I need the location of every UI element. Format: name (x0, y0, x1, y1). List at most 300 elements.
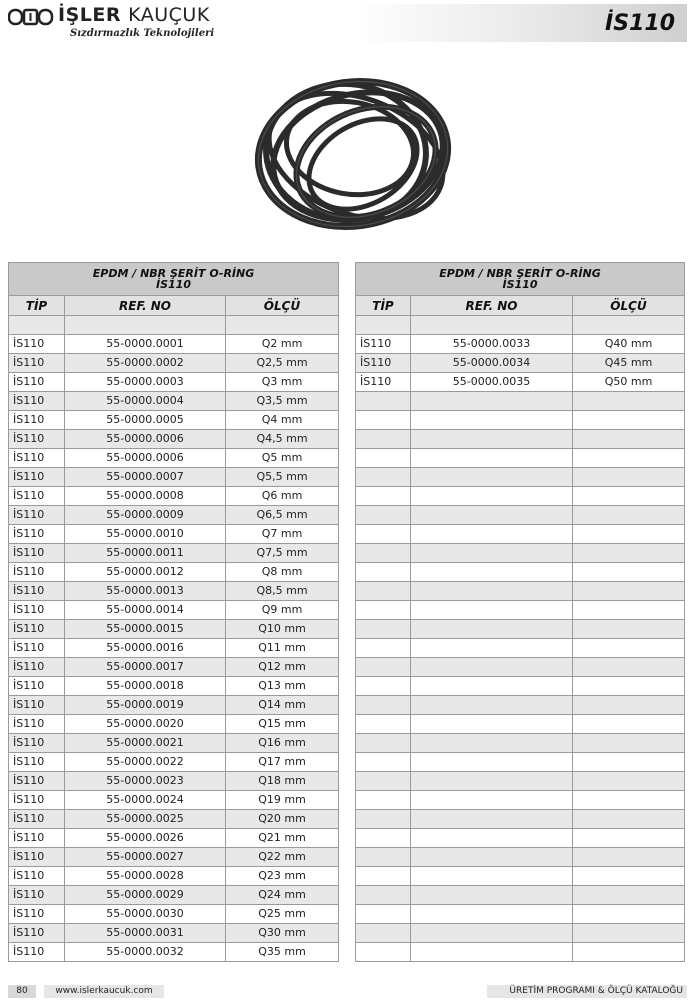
cell-tip: İS110 (9, 601, 65, 620)
table-row (356, 582, 685, 601)
cell-tip: İS110 (9, 753, 65, 772)
cell-tip: İS110 (356, 335, 411, 354)
cell-olcu (573, 430, 685, 449)
table-title-line2: İS110 (502, 278, 538, 291)
cell-tip (356, 449, 411, 468)
cell-ref-no (411, 772, 573, 791)
table-row (9, 411, 339, 430)
cell-olcu: Q23 mm (226, 867, 339, 886)
cell-olcu (573, 449, 685, 468)
table-row (356, 848, 685, 867)
cell-ref-no: 55-0000.0011 (65, 544, 226, 563)
table-row (9, 430, 339, 449)
table-row (356, 886, 685, 905)
cell-olcu: Q35 mm (226, 943, 339, 962)
table-row (356, 506, 685, 525)
cell-ref-no: 55-0000.0018 (65, 677, 226, 696)
cell-ref-no (411, 886, 573, 905)
table-row (9, 335, 339, 354)
cell-ref-no: 55-0000.0007 (65, 468, 226, 487)
cell-olcu (573, 753, 685, 772)
cell-tip (356, 487, 411, 506)
cell-ref-no: 55-0000.0014 (65, 601, 226, 620)
catalog-title: ÜRETİM PROGRAMI & ÖLÇÜ KATALOĞU (487, 985, 687, 998)
cell-tip: İS110 (356, 373, 411, 392)
cell-olcu (573, 829, 685, 848)
cell-olcu (573, 544, 685, 563)
cell-ref-no (411, 696, 573, 715)
table-row (356, 430, 685, 449)
cell-olcu: Q8 mm (226, 563, 339, 582)
cell-tip (356, 658, 411, 677)
cell-olcu (573, 867, 685, 886)
cell-ref-no (411, 924, 573, 943)
cell-ref-no: 55-0000.0001 (65, 335, 226, 354)
cell-tip (356, 582, 411, 601)
logo-mark-icon (8, 6, 54, 28)
cell-tip (356, 810, 411, 829)
brand-name (58, 4, 210, 26)
table-row (9, 753, 339, 772)
cell-tip: İS110 (9, 563, 65, 582)
cell-ref-no: 55-0000.0026 (65, 829, 226, 848)
cell-tip (356, 544, 411, 563)
cell-olcu (573, 639, 685, 658)
cell-ref-no (411, 392, 573, 411)
table-row (9, 468, 339, 487)
table-row (356, 810, 685, 829)
cell-olcu (573, 886, 685, 905)
table-row (356, 335, 685, 354)
cell-ref-no (411, 449, 573, 468)
table-row (356, 829, 685, 848)
cell-ref-no: 55-0000.0035 (411, 373, 573, 392)
cell-ref-no: 55-0000.0019 (65, 696, 226, 715)
size-table-right (355, 262, 685, 962)
cell-tip: İS110 (9, 392, 65, 411)
cell-ref-no (411, 943, 573, 962)
cell-olcu (573, 525, 685, 544)
table-row (356, 544, 685, 563)
cell-tip: İS110 (9, 430, 65, 449)
table-row (9, 943, 339, 962)
table-row (9, 582, 339, 601)
cell-tip (356, 829, 411, 848)
table-row (9, 563, 339, 582)
cell-tip (356, 620, 411, 639)
cell-tip: İS110 (9, 848, 65, 867)
cell-ref-no (411, 411, 573, 430)
cell-tip: İS110 (9, 335, 65, 354)
cell-ref-no (411, 487, 573, 506)
cell-tip (356, 734, 411, 753)
cell-ref-no (411, 620, 573, 639)
cell-ref-no: 55-0000.0031 (65, 924, 226, 943)
cell-olcu: Q6,5 mm (226, 506, 339, 525)
table-row (9, 525, 339, 544)
cell-olcu: Q9 mm (226, 601, 339, 620)
cell-tip (9, 316, 65, 335)
cell-tip: İS110 (9, 867, 65, 886)
cell-olcu: Q40 mm (573, 335, 685, 354)
cell-ref-no: 55-0000.0004 (65, 392, 226, 411)
cell-tip: İS110 (9, 829, 65, 848)
table-title (9, 263, 339, 296)
cell-tip (356, 924, 411, 943)
table-row (356, 772, 685, 791)
cell-tip: İS110 (9, 677, 65, 696)
cell-ref-no (411, 848, 573, 867)
table-row (356, 924, 685, 943)
page-number: 80 (8, 985, 36, 998)
cell-tip: İS110 (9, 791, 65, 810)
cell-olcu: Q11 mm (226, 639, 339, 658)
cell-ref-no (411, 677, 573, 696)
cell-olcu (573, 677, 685, 696)
cell-ref-no: 55-0000.0006 (65, 430, 226, 449)
table-row (356, 354, 685, 373)
cell-ref-no (411, 639, 573, 658)
cell-ref-no: 55-0000.0025 (65, 810, 226, 829)
cell-tip (356, 791, 411, 810)
cell-olcu (573, 791, 685, 810)
table-row (356, 411, 685, 430)
cell-ref-no: 55-0000.0015 (65, 620, 226, 639)
cell-olcu (573, 468, 685, 487)
cell-ref-no: 55-0000.0028 (65, 867, 226, 886)
cell-ref-no: 55-0000.0021 (65, 734, 226, 753)
table-header-row (9, 296, 339, 316)
cell-tip (356, 392, 411, 411)
cell-tip: İS110 (9, 620, 65, 639)
table-row (9, 848, 339, 867)
cell-tip (356, 411, 411, 430)
cell-ref-no: 55-0000.0027 (65, 848, 226, 867)
table-row (9, 791, 339, 810)
table-row (9, 487, 339, 506)
cell-tip (356, 506, 411, 525)
table-row (9, 544, 339, 563)
table-row (9, 316, 339, 335)
page-header (0, 0, 695, 44)
cell-tip: İS110 (9, 544, 65, 563)
table-row (9, 867, 339, 886)
cell-olcu: Q24 mm (226, 886, 339, 905)
cell-tip: İS110 (9, 506, 65, 525)
table-row (9, 677, 339, 696)
cell-olcu: Q16 mm (226, 734, 339, 753)
table-title-row (356, 263, 685, 296)
cell-tip (356, 943, 411, 962)
cell-tip: İS110 (9, 924, 65, 943)
cell-olcu: Q21 mm (226, 829, 339, 848)
table-row (356, 753, 685, 772)
table-row (9, 905, 339, 924)
cell-tip (356, 468, 411, 487)
brand-name-thin: KAUÇUK (128, 4, 210, 26)
cell-olcu (573, 715, 685, 734)
cell-tip (356, 430, 411, 449)
table-row (356, 658, 685, 677)
cell-olcu: Q18 mm (226, 772, 339, 791)
table-row (356, 373, 685, 392)
cell-olcu (573, 582, 685, 601)
cell-tip (356, 696, 411, 715)
cell-olcu: Q7,5 mm (226, 544, 339, 563)
cell-olcu: Q2 mm (226, 335, 339, 354)
cell-tip: İS110 (9, 696, 65, 715)
page-footer (0, 983, 695, 1000)
cell-ref-no (411, 753, 573, 772)
cell-olcu (573, 392, 685, 411)
cell-tip: İS110 (9, 886, 65, 905)
cell-tip: İS110 (356, 354, 411, 373)
cell-tip: İS110 (9, 525, 65, 544)
table-row (356, 867, 685, 886)
cell-olcu: Q3 mm (226, 373, 339, 392)
cell-tip: İS110 (9, 639, 65, 658)
cell-olcu: Q20 mm (226, 810, 339, 829)
cell-olcu: Q3,5 mm (226, 392, 339, 411)
table-row (9, 715, 339, 734)
cell-ref-no (411, 601, 573, 620)
column-header-tip: TİP (9, 296, 65, 316)
cell-olcu: Q8,5 mm (226, 582, 339, 601)
cell-olcu (573, 620, 685, 639)
cell-olcu: Q5 mm (226, 449, 339, 468)
cell-olcu (573, 943, 685, 962)
cell-tip: İS110 (9, 734, 65, 753)
cell-olcu: Q13 mm (226, 677, 339, 696)
cell-olcu: Q12 mm (226, 658, 339, 677)
cell-tip: İS110 (9, 468, 65, 487)
product-code-banner (354, 4, 687, 42)
cell-ref-no: 55-0000.0010 (65, 525, 226, 544)
cell-olcu (573, 316, 685, 335)
cell-tip: İS110 (9, 943, 65, 962)
cell-ref-no (411, 829, 573, 848)
cell-ref-no (411, 563, 573, 582)
table-row (356, 696, 685, 715)
cell-ref-no (411, 715, 573, 734)
table-row (356, 563, 685, 582)
cell-olcu (573, 905, 685, 924)
cell-tip (356, 867, 411, 886)
cell-tip (356, 753, 411, 772)
cell-olcu (573, 411, 685, 430)
table-row (9, 620, 339, 639)
cell-olcu: Q45 mm (573, 354, 685, 373)
cell-ref-no: 55-0000.0032 (65, 943, 226, 962)
cell-ref-no: 55-0000.0022 (65, 753, 226, 772)
cell-ref-no: 55-0000.0005 (65, 411, 226, 430)
cell-ref-no: 55-0000.0006 (65, 449, 226, 468)
cell-olcu: Q25 mm (226, 905, 339, 924)
table-row (9, 734, 339, 753)
table-row (9, 772, 339, 791)
table-row (9, 449, 339, 468)
table-header-row (356, 296, 685, 316)
cell-ref-no: 55-0000.0033 (411, 335, 573, 354)
cell-ref-no (411, 734, 573, 753)
brand-tagline: Sızdırmazlık Teknolojileri (70, 28, 215, 39)
cell-ref-no (411, 506, 573, 525)
cell-olcu (573, 506, 685, 525)
table-row (9, 810, 339, 829)
table-row (9, 506, 339, 525)
table-row (356, 905, 685, 924)
table-row (356, 392, 685, 411)
table-title (356, 263, 685, 296)
cell-ref-no: 55-0000.0002 (65, 354, 226, 373)
table-row (356, 677, 685, 696)
product-code: İS110 (605, 11, 675, 36)
table-row (9, 392, 339, 411)
cell-ref-no (411, 791, 573, 810)
cell-ref-no (411, 867, 573, 886)
cell-tip: İS110 (9, 810, 65, 829)
cell-tip (356, 639, 411, 658)
table-row (356, 316, 685, 335)
cell-ref-no (411, 905, 573, 924)
cell-tip (356, 848, 411, 867)
cell-tip (356, 886, 411, 905)
cell-olcu: Q30 mm (226, 924, 339, 943)
table-row (9, 354, 339, 373)
cell-ref-no: 55-0000.0024 (65, 791, 226, 810)
cell-tip: İS110 (9, 658, 65, 677)
cell-ref-no: 55-0000.0009 (65, 506, 226, 525)
table-row (9, 658, 339, 677)
column-header-olcu: ÖLÇÜ (573, 296, 685, 316)
table-row (356, 715, 685, 734)
table-row (9, 639, 339, 658)
table-row (9, 886, 339, 905)
cell-olcu (573, 487, 685, 506)
table-row (9, 373, 339, 392)
cell-ref-no: 55-0000.0029 (65, 886, 226, 905)
table-row (356, 449, 685, 468)
cell-tip: İS110 (9, 715, 65, 734)
cell-olcu (573, 848, 685, 867)
cell-olcu: Q22 mm (226, 848, 339, 867)
brand-name-bold: İŞLER (58, 4, 121, 26)
column-header-ref: REF. NO (411, 296, 573, 316)
cell-olcu (573, 563, 685, 582)
cell-ref-no (65, 316, 226, 335)
table-row (356, 468, 685, 487)
cell-olcu (573, 924, 685, 943)
cell-olcu (573, 772, 685, 791)
cell-ref-no: 55-0000.0016 (65, 639, 226, 658)
website-link[interactable]: www.islerkaucuk.com (44, 985, 164, 998)
cell-olcu (573, 810, 685, 829)
cell-tip: İS110 (9, 582, 65, 601)
cell-ref-no: 55-0000.0020 (65, 715, 226, 734)
column-header-olcu: ÖLÇÜ (226, 296, 339, 316)
cell-olcu: Q19 mm (226, 791, 339, 810)
cell-olcu: Q2,5 mm (226, 354, 339, 373)
cell-tip: İS110 (9, 411, 65, 430)
cell-ref-no: 55-0000.0030 (65, 905, 226, 924)
table-row (9, 829, 339, 848)
cell-ref-no: 55-0000.0003 (65, 373, 226, 392)
table-row (356, 943, 685, 962)
cell-tip: İS110 (9, 373, 65, 392)
cell-olcu (573, 696, 685, 715)
cell-ref-no: 55-0000.0012 (65, 563, 226, 582)
table-row (356, 639, 685, 658)
cell-tip (356, 677, 411, 696)
cell-ref-no (411, 658, 573, 677)
cell-tip: İS110 (9, 487, 65, 506)
cell-tip: İS110 (9, 354, 65, 373)
cell-ref-no (411, 468, 573, 487)
cell-ref-no: 55-0000.0013 (65, 582, 226, 601)
brand-logo (8, 4, 218, 42)
table-title-line2: İS110 (156, 278, 191, 291)
table-row (356, 734, 685, 753)
cell-ref-no (411, 544, 573, 563)
table-row (356, 620, 685, 639)
table-title-line1: EPDM / NBR ŞERİT O-RİNG (92, 267, 255, 280)
size-table-left (8, 262, 339, 962)
cell-olcu: Q5,5 mm (226, 468, 339, 487)
cell-olcu: Q4,5 mm (226, 430, 339, 449)
cell-ref-no (411, 525, 573, 544)
cell-olcu: Q7 mm (226, 525, 339, 544)
table-row (356, 487, 685, 506)
cell-olcu: Q6 mm (226, 487, 339, 506)
cell-ref-no (411, 582, 573, 601)
cell-ref-no (411, 316, 573, 335)
table-title-row (9, 263, 339, 296)
table-row (9, 696, 339, 715)
table-row (9, 601, 339, 620)
cell-tip: İS110 (9, 772, 65, 791)
cell-tip (356, 715, 411, 734)
cell-tip (356, 905, 411, 924)
cell-olcu: Q10 mm (226, 620, 339, 639)
cell-tip (356, 316, 411, 335)
cell-ref-no: 55-0000.0008 (65, 487, 226, 506)
cell-ref-no (411, 810, 573, 829)
cell-olcu (226, 316, 339, 335)
column-header-ref: REF. NO (65, 296, 226, 316)
cell-tip: İS110 (9, 905, 65, 924)
cell-ref-no: 55-0000.0034 (411, 354, 573, 373)
cord-coil-image (8, 44, 687, 261)
table-title-line1: EPDM / NBR ŞERİT O-RİNG (439, 267, 601, 280)
cell-olcu: Q15 mm (226, 715, 339, 734)
table-row (356, 601, 685, 620)
cell-ref-no (411, 430, 573, 449)
cell-ref-no: 55-0000.0017 (65, 658, 226, 677)
cell-tip (356, 525, 411, 544)
cell-tip: İS110 (9, 449, 65, 468)
cell-tip (356, 772, 411, 791)
cell-olcu (573, 734, 685, 753)
column-header-tip: TİP (356, 296, 411, 316)
cell-ref-no: 55-0000.0023 (65, 772, 226, 791)
cell-olcu (573, 658, 685, 677)
table-row (356, 791, 685, 810)
cell-tip (356, 563, 411, 582)
cell-olcu: Q17 mm (226, 753, 339, 772)
cell-olcu: Q50 mm (573, 373, 685, 392)
product-photo (8, 44, 687, 261)
cell-tip (356, 601, 411, 620)
